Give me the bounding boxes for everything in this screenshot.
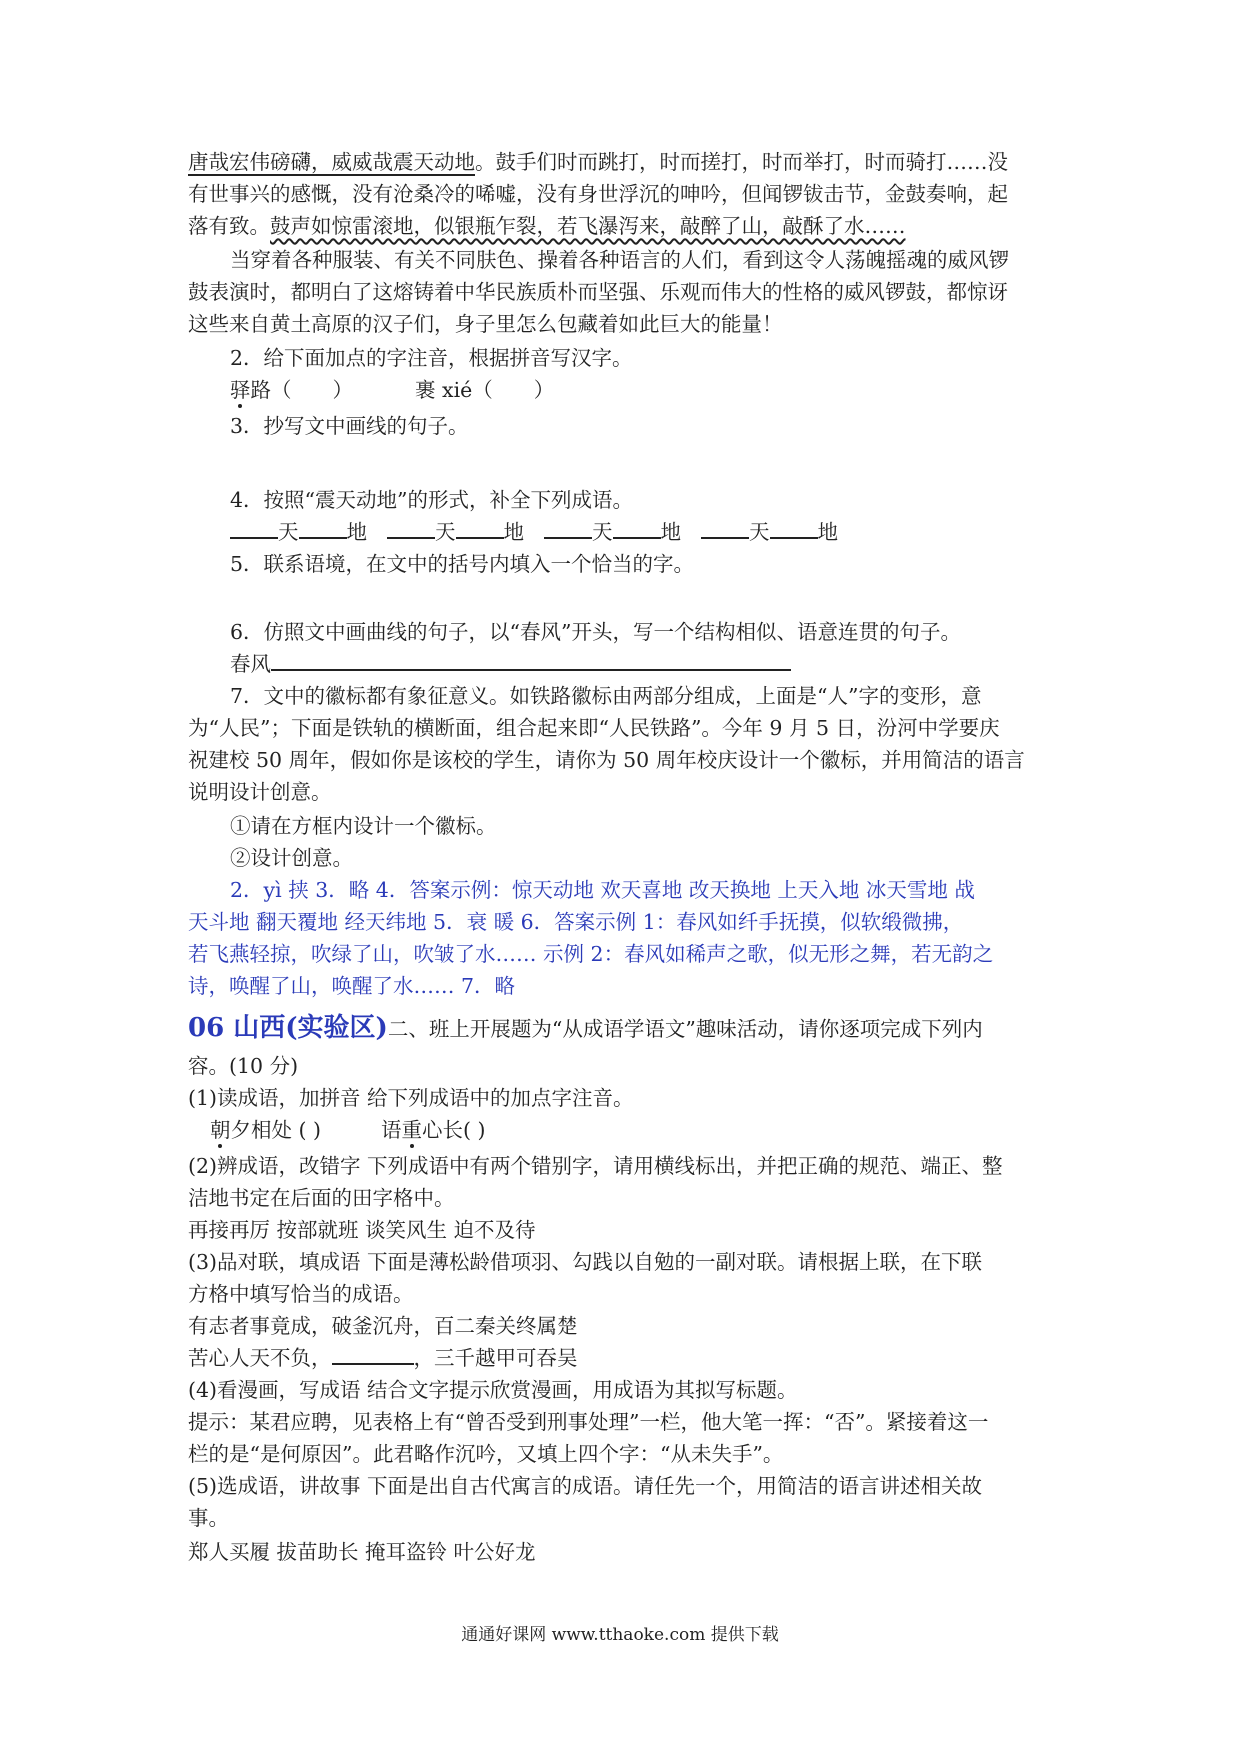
blank[interactable] <box>544 517 592 539</box>
item-5: (5)选成语，讲故事 下面是出自古代寓言的成语。请任先一个，用简洁的语言讲述相关故 <box>188 1474 983 1498</box>
item-4: 提示：某君应聘，见表格上有“曾否受到刑事处理”一栏，他大笔一挥：“否”。紧接着这一 <box>188 1410 989 1434</box>
footer: 通通好课网 www.tthaoke.com 提供下载 <box>461 1625 779 1645</box>
question-7: 祝建校 50 周年，假如你是该校的学生，请你为 50 周年校庆设计一个徽标，并用简洁的语言 <box>188 748 1025 772</box>
item-4: (4)看漫画，写成语 结合文字提示欣赏漫画，用成语为其拟写标题。 <box>188 1378 798 1402</box>
question-7: 说明设计创意。 <box>188 780 332 804</box>
question-6: 6．仿照文中画曲线的句子，以“春风”开头，写一个结构相似、语意连贯的句子。 <box>230 620 962 644</box>
item-1-words: 朝夕相处 ( ) 语重心长( ) <box>210 1118 486 1142</box>
item-5-idioms: 郑人买履 拔苗助长 掩耳盗铃 叶公好龙 <box>188 1540 536 1564</box>
idiom-blanks: 天 地 天 地 天 地 天 地 <box>230 516 838 548</box>
answer-line[interactable] <box>271 649 791 671</box>
item-3: (3)品对联，填成语 下面是薄松龄借项羽、勾践以自勉的一副对联。请根据上联，在下联 <box>188 1250 983 1274</box>
section-title: 06 山西(实验区) <box>188 1013 388 1043</box>
blank[interactable] <box>613 517 661 539</box>
blank[interactable] <box>387 517 435 539</box>
question-3: 3．抄写文中画线的句子。 <box>230 414 469 438</box>
couplet-upper: 有志者事竟成，破釜沉舟，百二秦关终属楚 <box>188 1314 578 1338</box>
blank[interactable] <box>299 517 347 539</box>
question-2-items: 驿路（ ） 裹 xié（ ） <box>230 378 555 402</box>
answer-key: 若飞燕轻掠，吹绿了山，吹皱了水…… 示例 2：春风如稀声之歌，似无形之舞，若无韵之 <box>188 942 994 966</box>
dotted-char: 重 <box>401 1118 423 1142</box>
passage-line: 唐哉宏伟磅礴，威威哉震天动地。鼓手们时而跳打，时而搓打，时而举打，时而骑打……没 <box>188 150 1008 174</box>
answer-line[interactable] <box>332 1343 414 1365</box>
section-heading: 06 山西(实验区)二、班上开展题为“从成语学语文”趣味活动，请你逐项完成下列内 <box>188 1013 983 1043</box>
item-3: 方格中填写恰当的成语。 <box>188 1282 414 1306</box>
item-2: 洁地书定在后面的田字格中。 <box>188 1186 455 1210</box>
question-7: 为“人民”；下面是铁轨的横断面，组合起来即“人民铁路”。今年 9 月 5 日，汾河中学要庆 <box>188 716 1000 740</box>
blank[interactable] <box>456 517 504 539</box>
passage-line: 有世事兴的感慨，没有沧桑冷的唏嘘，没有身世浮沉的呻吟，但闻锣钹击节，金鼓奏响，起 <box>188 182 1008 206</box>
passage-line: 鼓表演时，都明白了这熔铸着中华民族质朴而坚强、乐观而伟大的性格的威风锣鼓，都惊讶 <box>188 280 1008 304</box>
question-6-answer: 春风 <box>230 648 791 680</box>
item-5: 事。 <box>188 1506 229 1530</box>
answer-key: 诗，唤醒了山，唤醒了水…… 7．略 <box>188 974 516 998</box>
question-4: 4．按照“震天动地”的形式，补全下列成语。 <box>230 488 634 512</box>
dotted-char: 驿 <box>230 378 251 402</box>
couplet-lower: 苦心人天不负， ，三千越甲可吞吴 <box>188 1342 578 1374</box>
blank[interactable] <box>701 517 749 539</box>
item-2: (2)辨成语，改错字 下列成语中有两个错别字，请用横线标出，并把正确的规范、端正、整 <box>188 1154 1003 1178</box>
underlined-sentence: 唐哉宏伟磅礴，威威哉震天动地 <box>188 150 475 174</box>
wavy-underlined-sentence: 鼓声如惊雷滚地，似银瓶乍裂，若飞瀑泻来，敲醉了山，敲酥了水…… <box>270 214 906 238</box>
blank[interactable] <box>770 517 818 539</box>
dotted-char: 朝 <box>210 1118 231 1142</box>
question-7-sub: ①请在方框内设计一个徽标。 <box>230 814 497 838</box>
question-2: 2．给下面加点的字注音，根据拼音写汉字。 <box>230 346 633 370</box>
passage-line: 这些来自黄土高原的汉子们，身子里怎么包藏着如此巨大的能量！ <box>188 312 783 336</box>
answer-key: 2．yì 挟 3．略 4．答案示例：惊天动地 欢天喜地 改天换地 上天入地 冰天雪地 战 <box>230 878 975 902</box>
passage-line: 落有致。鼓声如惊雷滚地，似银瓶乍裂，若飞瀑泻来，敲醉了山，敲酥了水…… <box>188 214 906 238</box>
question-7-sub: ②设计创意。 <box>230 846 353 870</box>
item-1: (1)读成语，加拼音 给下列成语中的加点字注音。 <box>188 1086 634 1110</box>
item-2-idioms: 再接再厉 按部就班 谈笑风生 迫不及待 <box>188 1218 536 1242</box>
question-5: 5．联系语境，在文中的括号内填入一个恰当的字。 <box>230 552 695 576</box>
answer-key: 天斗地 翻天覆地 经天纬地 5．衰 暖 6．答案示例 1：春风如纤手抚摸，似软缎微拂， <box>188 910 964 934</box>
item-4: 栏的是“是何原因”。此君略作沉吟，又填上四个字：“从未失手”。 <box>188 1442 784 1466</box>
blank[interactable] <box>230 517 278 539</box>
section-text: 容。(10 分) <box>188 1054 299 1078</box>
passage-line: 当穿着各种服装、有关不同肤色、操着各种语言的人们，看到这令人荡魄摇魂的威风锣 <box>230 248 1009 272</box>
question-7: 7．文中的徽标都有象征意义。如铁路徽标由两部分组成，上面是“人”字的变形，意 <box>230 684 982 708</box>
